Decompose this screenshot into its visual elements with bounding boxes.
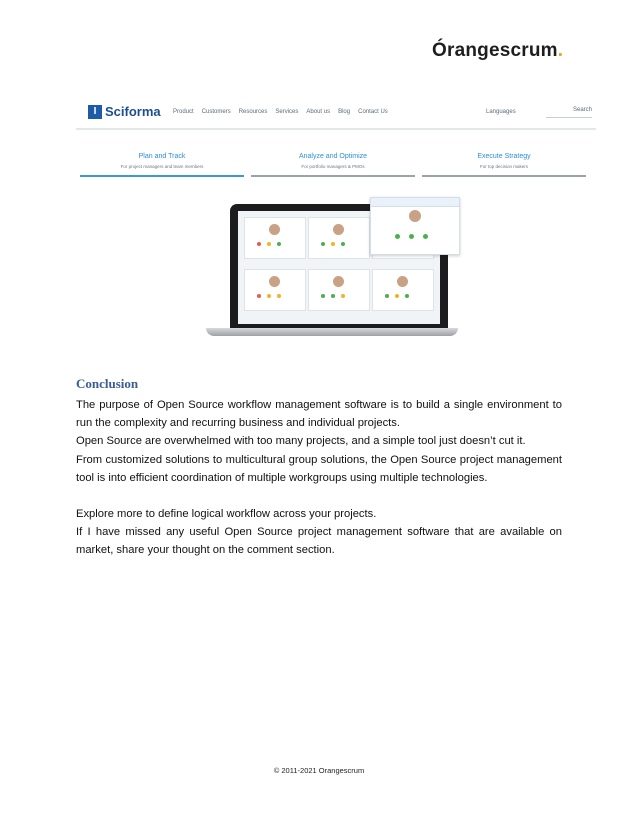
resource-card (244, 269, 306, 311)
sciforma-brand: Sciforma (105, 104, 161, 119)
logo-dot: . (557, 40, 564, 61)
menu-item: Resources (238, 109, 268, 115)
languages-label: Languages (486, 109, 516, 115)
tab-underline (422, 175, 586, 177)
page-footer: © 2011-2021 Orangescrum (273, 766, 365, 775)
paragraph: Open Source are overwhelmed with too many projects, and a simple tool just doesn’t cut it. (76, 435, 526, 448)
avatar (269, 276, 280, 287)
sciforma-logo-icon: I (88, 105, 102, 119)
tab-plan-track (80, 153, 244, 177)
menu-item: Services (275, 109, 299, 115)
tab-title: Plan and Track (138, 153, 186, 160)
paragraph: The purpose of Open Source workflow management software is to build a single environment to run the complexity and recurring business and individual projects. (76, 399, 562, 430)
orangescrum-logo (432, 40, 563, 62)
tab-underline (251, 175, 415, 177)
tab-analyze-optimize (251, 153, 415, 177)
resource-card (308, 269, 370, 311)
body-text (76, 396, 562, 560)
menu-item: Contact Us (358, 109, 388, 115)
resource-card (308, 217, 370, 259)
menu-item: Product (173, 109, 194, 115)
paragraph: From customized solutions to multicultural group solutions, the Open Source project management tool is into efficient coordination of multiple workgroups using multiple technologies. (76, 453, 562, 484)
laptop-base (206, 328, 458, 336)
menu-item: Customers (201, 109, 231, 115)
avatar (333, 276, 344, 287)
tab-subtitle: For portfolio managers & PMOs (301, 164, 365, 169)
tab-title: Execute Strategy (477, 153, 531, 160)
avatar (397, 276, 408, 287)
avatar (409, 210, 421, 222)
tab-underline (80, 175, 244, 177)
sciforma-menu (173, 109, 388, 115)
paragraph: Explore more to define logical workflow across your projects. (76, 508, 377, 521)
tab-title: Analyze and Optimize (298, 153, 368, 160)
tab-execute-strategy (422, 153, 586, 177)
avatar (333, 224, 344, 235)
popup-header (371, 198, 459, 207)
sciforma-screenshot (76, 96, 596, 346)
section-heading: Conclusion (76, 376, 139, 391)
avatar (269, 224, 280, 235)
resource-card (244, 217, 306, 259)
tab-subtitle: For top decision makers (479, 164, 529, 169)
paragraph: If I have missed any useful Open Source project management software that are available on market, share your thought on the comment section. (76, 526, 562, 557)
menu-item: Blog (338, 109, 351, 115)
sciforma-navbar (76, 96, 596, 130)
logo-text: Órangescrum (432, 40, 558, 61)
tab-subtitle: For project managers and team members (120, 164, 204, 169)
detail-popup (370, 197, 460, 255)
search-label: Search (546, 107, 592, 118)
resource-card (372, 269, 434, 311)
menu-item: About us (306, 109, 331, 115)
